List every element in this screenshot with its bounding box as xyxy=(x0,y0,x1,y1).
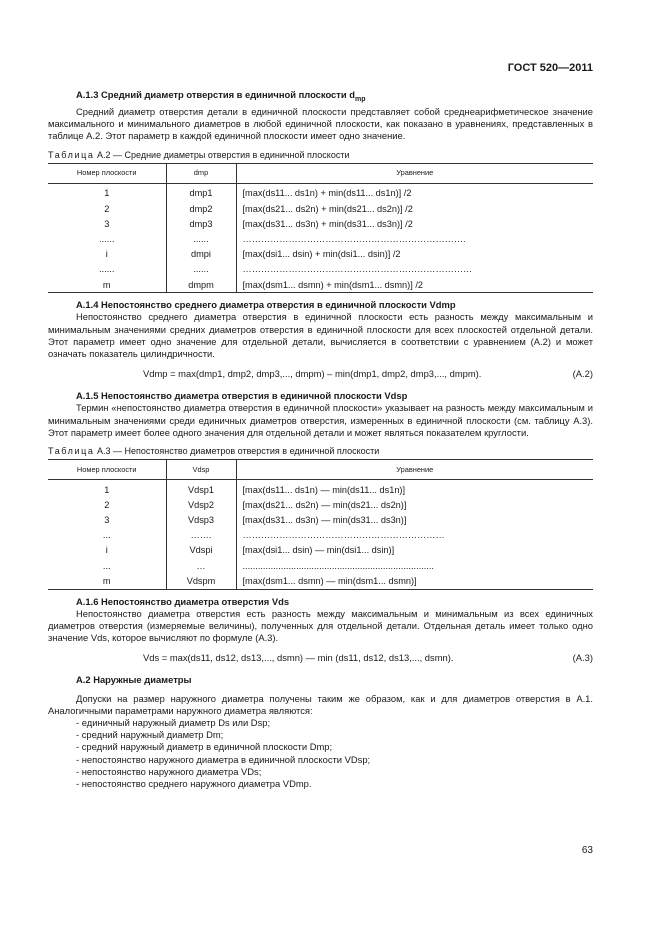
section-a15-title: А.1.5 Непостоянство диаметра отверстия в единичной плоскости Vdsp xyxy=(76,390,408,402)
table-row xyxy=(48,216,593,231)
cell-value: dmp3 xyxy=(166,216,236,231)
cell-equation: ………………………………………………………… xyxy=(242,530,445,541)
cell-value: dmpm xyxy=(166,277,236,293)
cell-plane: m xyxy=(48,573,166,589)
table-row xyxy=(48,528,593,543)
cell-equation: [max(ds31... ds3n) — min(ds31... ds3n)] xyxy=(242,515,407,526)
table-row xyxy=(48,247,593,262)
section-a14-title: А.1.4 Непостоянство среднего диаметра отверстия в единичной плоскости Vdmp xyxy=(76,299,456,311)
cell-value: dmp1 xyxy=(166,183,236,201)
section-a15-body: Термин «непостоянство диаметра отверстия в единичной плоскости» указывает на разность между максимальным и минимальным значениями среди единичных диаметров отверстия, измеренных в единичной плоскости (см. таблицу А.3). Этот параметр имеет более одного значения для отдельной детали и может являться показателем круглости. xyxy=(48,402,593,438)
cell-plane: ... xyxy=(48,528,166,543)
cell-equation: ………………………………………………………………. xyxy=(242,233,466,244)
cell-plane: 3 xyxy=(48,513,166,528)
page-number: 63 xyxy=(581,845,593,856)
cell-plane: i xyxy=(48,543,166,558)
cell-plane: i xyxy=(48,247,166,262)
table-row xyxy=(48,513,593,528)
cell-plane: m xyxy=(48,277,166,293)
outer-diameter-list xyxy=(48,717,593,790)
list-item: - непостоянство среднего наружного диаметра VDmp. xyxy=(76,777,312,789)
list-item: - средний наружный диаметр в единичной плоскости Dmp; xyxy=(76,741,333,753)
table-a3 xyxy=(48,459,593,589)
table-row xyxy=(48,201,593,216)
document-header: ГОСТ 520—2011 xyxy=(507,62,593,74)
cell-value: … xyxy=(166,558,236,573)
cell-plane: 3 xyxy=(48,216,166,231)
list-item: - непостоянство наружного диаметра VDs; xyxy=(76,765,262,777)
cell-equation: [max(dsm1... dsmn) — min(dsm1... dsmn)] xyxy=(236,573,593,589)
cell-value: dmp2 xyxy=(166,201,236,216)
cell-equation: ........................................................................... xyxy=(242,560,434,571)
cell-equation: [max(ds21... ds2n) + min(ds21... ds2n)] /2 xyxy=(242,203,413,214)
table-row xyxy=(48,543,593,558)
cell-value: Vdsp3 xyxy=(166,513,236,528)
table-a2-caption: Таблица А.2 — Средние диаметры отверстия в единичной плоскости xyxy=(48,149,350,160)
table-row xyxy=(48,497,593,512)
table-row xyxy=(48,231,593,246)
section-a2-body: Допуски на размер наружного диаметра получены таким же образом, как и для диаметров отверстия в А.1. Аналогичными параметрами наружного диаметра являются: xyxy=(48,692,593,716)
formula-a2-expression: Vdmp = max(dmp1, dmp2, dmp3,..., dmpm) – min(dmp1, dmp2, dmp3,..., dmpm). xyxy=(143,368,482,380)
cell-plane: 1 xyxy=(48,183,166,201)
cell-plane: ...... xyxy=(48,262,166,277)
formula-a2-number: (А.2) xyxy=(572,368,593,380)
table-row xyxy=(48,183,593,201)
table-a2-header-value: dmp xyxy=(166,163,236,183)
table-row xyxy=(48,573,593,589)
cell-plane: 2 xyxy=(48,497,166,512)
section-a16-title: А.1.6 Непостоянство диаметра отверстия Vds xyxy=(76,595,290,607)
cell-equation: [max(ds11... ds1n) + min(ds11... ds1n)] /2 xyxy=(242,188,412,199)
cell-plane: 1 xyxy=(48,480,166,498)
table-a3-header-value: Vdsp xyxy=(166,460,236,480)
table-row xyxy=(48,480,593,498)
cell-value: ……. xyxy=(166,528,236,543)
cell-value: Vdsp1 xyxy=(166,480,236,498)
table-a2-header-plane: Номер плоскости xyxy=(48,163,166,183)
table-row xyxy=(48,558,593,573)
table-row xyxy=(48,277,593,293)
section-a13-body: Средний диаметр отверстия детали в единичной плоскости представляет собой среднеарифметическое значение максимального и минимального диаметров в любой единичной плоскости, как показано в уравнениях, представленных в таблице А.2. Этот параметр в каждой единичной плоскости имеет одно значение. xyxy=(48,106,593,142)
section-a16-body: Непостоянство диаметра отверстия есть разность между максимальным и минимальным из всех единичных диаметров отверстия (измеряемые величины), полученных для отдельной детали. Отдельная деталь имеет только одно значение Vds, которое вычисляют по формуле (А.3). xyxy=(48,607,593,644)
cell-plane: 2 xyxy=(48,201,166,216)
cell-equation: [max(ds11... ds1n) — min(ds11... ds1n)] xyxy=(242,484,406,495)
cell-equation: ………………………………………………………………… xyxy=(242,264,473,275)
section-a14-body: Непостоянство среднего диаметра отверстия в единичной плоскости есть разность между максимальным и минимальным значениями средних диаметров отверстия в единичной плоскости для всех плоскостей отдельной детали. Этот параметр имеет одно значение для отдельной детали, вычисляется в соответствии с уравнением (А.2) и может означать показатель цилиндричности. xyxy=(48,311,593,360)
cell-plane: ... xyxy=(48,558,166,573)
section-a13-title: А.1.3 Средний диаметр отверстия в единичной плоскости $d_{mp}$ xyxy=(76,89,366,103)
cell-value: dmpi xyxy=(166,247,236,262)
formula-a3 xyxy=(48,652,593,666)
table-a3-header-equation: Уравнение xyxy=(236,460,593,480)
table-a2 xyxy=(48,163,593,293)
cell-value: Vdsp2 xyxy=(166,497,236,512)
section-a2-title: А.2 Наружные диаметры xyxy=(76,674,192,686)
cell-value: Vdspi xyxy=(166,543,236,558)
list-item: - непостоянство наружного диаметра в единичной плоскости VDsp; xyxy=(76,753,371,765)
formula-a3-number: (А.3) xyxy=(572,652,593,664)
list-item: - единичный наружный диаметр Ds или Dsp; xyxy=(76,716,271,728)
cell-equation: [max(dsi1... dsin) — min(dsi1... dsin)] xyxy=(242,545,395,556)
formula-a3-expression: Vds = max(ds11, ds12, ds13,..., dsmn) — min (ds11, ds12, ds13,..., dsmn). xyxy=(143,652,454,664)
cell-equation: [max(ds31... ds3n) + min(ds31... ds3n)] /2 xyxy=(242,218,413,229)
cell-equation: [max(dsm1... dsmn) + min(dsm1... dsmn)] /2 xyxy=(236,277,593,293)
cell-plane: ...... xyxy=(48,231,166,246)
cell-equation: [max(ds21... ds2n) — min(ds21... ds2n)] xyxy=(242,499,407,510)
page-content xyxy=(48,89,593,790)
table-a2-header-equation: Уравнение xyxy=(236,163,593,183)
list-item: - средний наружный диаметр Dm; xyxy=(76,729,224,741)
cell-value: Vdspm xyxy=(166,573,236,589)
formula-a2 xyxy=(48,368,593,382)
table-a3-header-plane: Номер плоскости xyxy=(48,460,166,480)
table-a3-caption: Таблица А.3 — Непостоянство диаметров отверстия в единичной плоскости xyxy=(48,446,380,457)
cell-value: ...... xyxy=(166,231,236,246)
cell-equation: [max(dsi1... dsin) + min(dsi1... dsin)] /2 xyxy=(242,249,401,260)
table-row xyxy=(48,262,593,277)
cell-value: ...... xyxy=(166,262,236,277)
